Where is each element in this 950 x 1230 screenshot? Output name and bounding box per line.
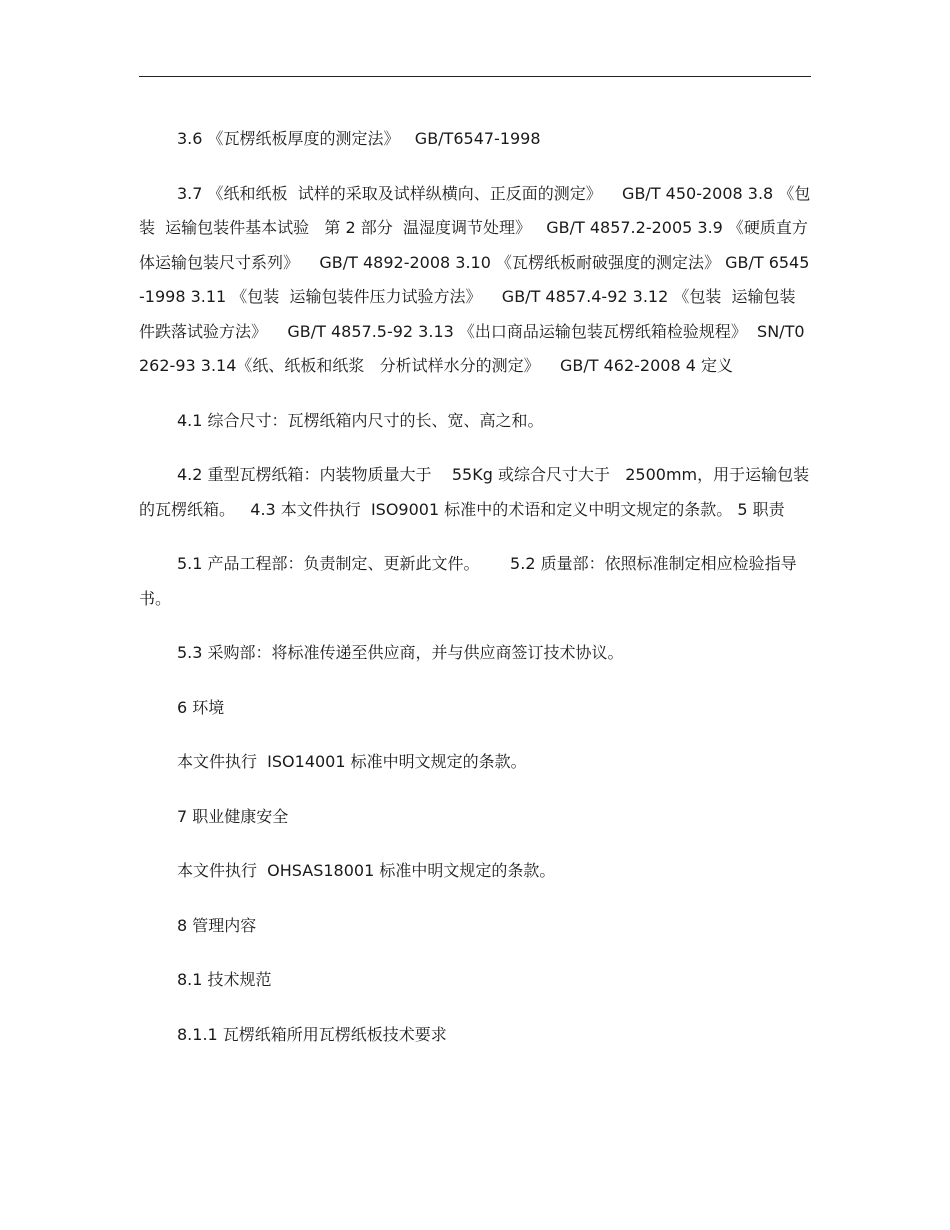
paragraph-6-body: 本文件执行 ISO14001 标准中明文规定的条款。 xyxy=(177,752,527,771)
paragraph-5-1-5-2: 5.1 产品工程部：负责制定、更新此文件。 5.2 质量部：依照标准制定相应检验指导书。 xyxy=(139,554,797,608)
heading-8-management: 8 管理内容 xyxy=(177,915,257,935)
paragraph-5-3: 5.3 采购部：将标准传递至供应商，并与供应商签订技术协议。 xyxy=(177,643,624,662)
paragraph-4-1: 4.1 综合尺寸：瓦楞纸箱内尺寸的长、宽、高之和。 xyxy=(177,410,544,430)
paragraph-3-6: 3.6 《瓦楞纸板厚度的测定法》 GB/T6547-1998 xyxy=(177,129,541,148)
heading-8-1-1-board-requirements: 8.1.1 瓦楞纸箱所用瓦楞纸板技术要求 xyxy=(177,1024,447,1044)
paragraph-7-body: 本文件执行 OHSAS18001 标准中明文规定的条款。 xyxy=(177,861,556,880)
paragraph-3-7-to-4: 3.7 《纸和纸板 试样的采取及试样纵横向、正反面的测定》 GB/T 450-2008 3.8 《包装 运输包装件基本试验 第 2 部分 温湿度调节处理》 GB/T 4857.2-2005 3.9 《硬质直方体运输包装尺寸系列》 GB/T 4892-2008 3.10 《瓦楞纸板耐破强度的测定法》 GB/T 6545-1998 3.11 《包装 运输包装件压力试验方法》 GB/T 4857.4-92 3.12 《包装 运输包装件跌落试验方法》 GB/T 4857.5-92 3.13 《出口商品运输包装瓦楞纸箱检验规程》 SN/T0262-93 3.14《纸、纸板和纸浆 分析试样水分的测定》 GB/T 462-2008 4 定义 xyxy=(139,183,811,375)
header-rule xyxy=(139,76,811,77)
heading-8-1-technical-spec: 8.1 技术规范 xyxy=(177,970,272,989)
paragraph-4-2-to-5: 4.2 重型瓦楞纸箱：内装物质量大于 55Kg 或综合尺寸大于 2500mm，用于运输包装的瓦楞纸箱。 4.3 本文件执行 ISO9001 标准中的术语和定义中明文规定的条款。 5 职责 xyxy=(139,465,810,519)
document-body xyxy=(139,122,811,1072)
heading-6-environment: 6 环境 xyxy=(177,697,225,717)
heading-7-occupational-health: 7 职业健康安全 xyxy=(177,806,289,826)
